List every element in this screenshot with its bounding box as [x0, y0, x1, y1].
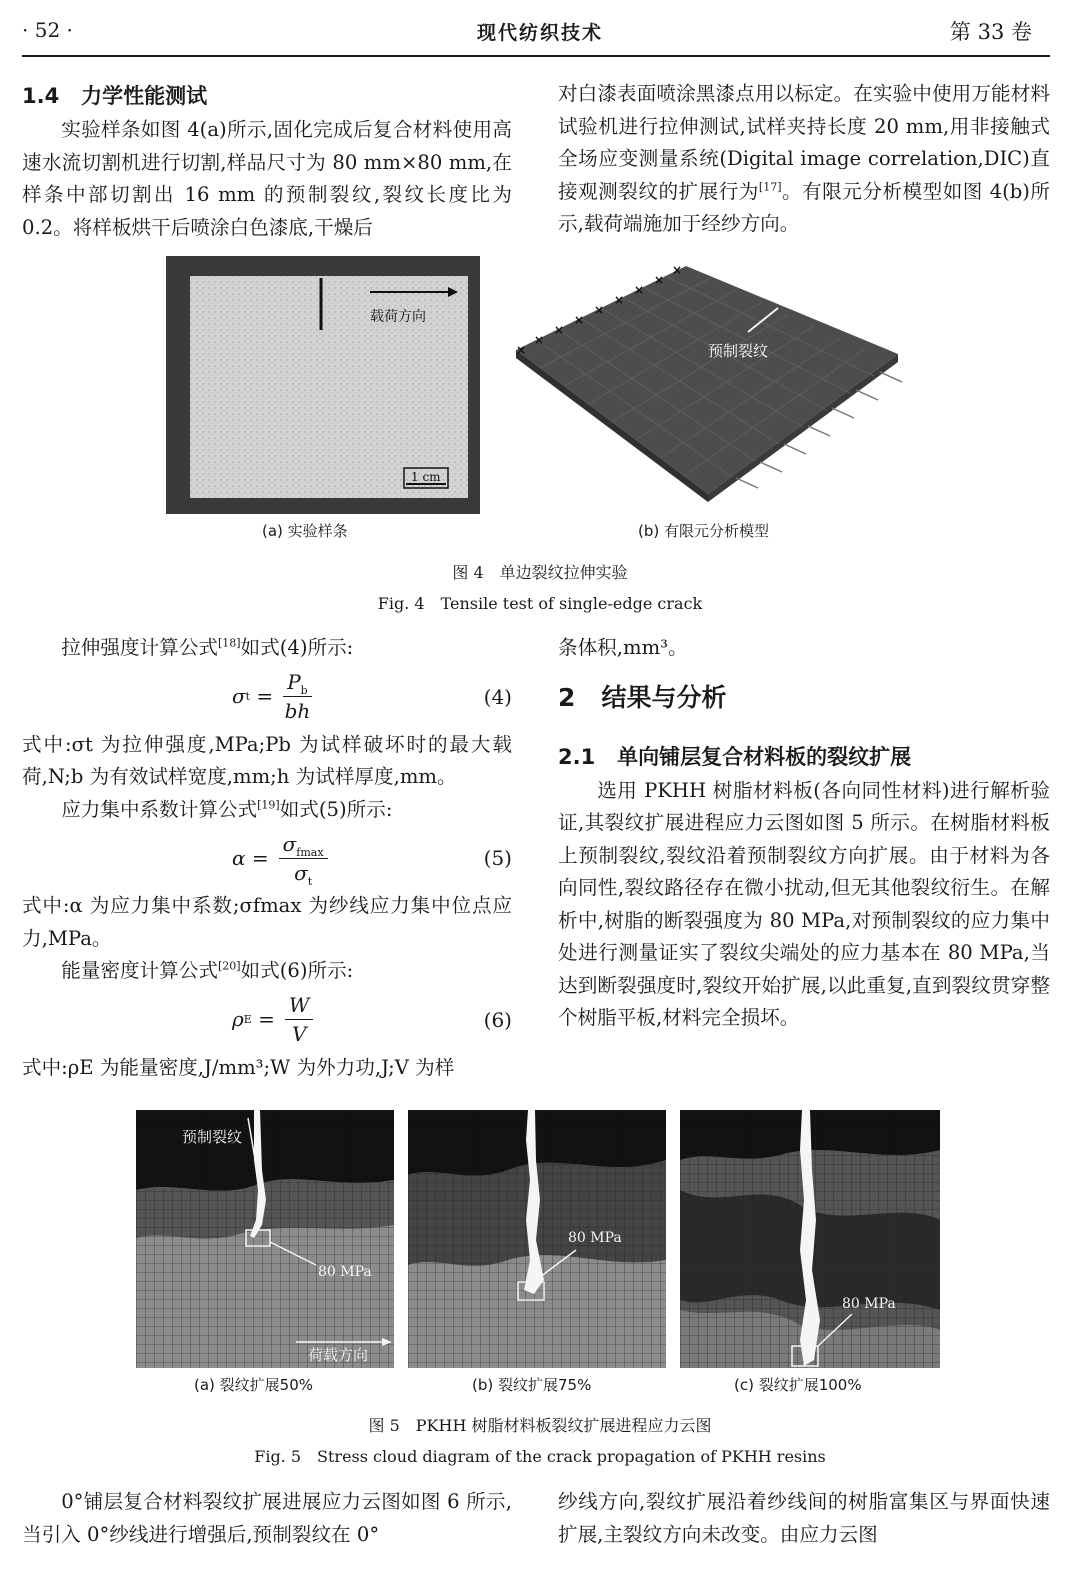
- figure-4b-fe-model: [508, 258, 928, 508]
- figure-5b-stress-cloud: [408, 1110, 666, 1368]
- eq6-description: 式中:ρE 为能量密度,J/mm³;W 为外力功,J;V 为样: [22, 1055, 455, 1079]
- left-column-mid: [22, 632, 512, 1084]
- svg-text:×: ×: [574, 313, 585, 327]
- eq4-description: 式中:σt 为拉伸强度,MPa;Pb 为试样破坏时的最大载荷,N;b 为有效试样宽度,mm;h 为试样厚度,mm。: [22, 732, 512, 788]
- section-heading-2-1: 2.1 单向铺层复合材料板的裂纹扩展: [558, 744, 912, 769]
- citation-19: [19]: [257, 797, 280, 811]
- figure-4b-subcaption: (b) 有限元分析模型: [638, 522, 769, 540]
- paragraph-2-1: 选用 PKHH 树脂材料板(各向同性材料)进行解析验证,其裂纹扩展进程应力云图如图 5 所示。在树脂材料板上预制裂纹,裂纹沿着预制裂纹方向扩展。由于材料为各向同性,裂纹路径存在微小扰动,但无其他裂纹衍生。在解析中,树脂的断裂强度为 80 MPa,对预制裂纹的应力集中处进行测量证实了裂纹尖端处的应力基本在 80 MPa,当达到断裂强度时,裂纹开始扩展,以此重复,直到裂纹贯穿整个树脂平板,材料完全损坏。: [558, 778, 1050, 1029]
- load-direction-label: 载荷方向: [370, 309, 426, 325]
- figure-5-caption-en: Fig. 5 Stress cloud diagram of the crack propagation of PKHH resins: [254, 1447, 826, 1466]
- citation-20: [20]: [217, 959, 241, 973]
- page-number: · 52 ·: [22, 18, 73, 42]
- right-column-top: [558, 78, 1050, 241]
- left-column-top: [22, 78, 512, 244]
- header-rule: [22, 55, 1050, 57]
- svg-text:×: ×: [516, 343, 527, 357]
- paragraph-1-4: 实验样条如图 4(a)所示,固化完成后复合材料使用高速水流切割机进行切割,样品尺寸为 80 mm×80 mm,在样条中部切割出 16 mm 的预制裂纹,裂纹长度比为 0.2。将样板烘干后喷涂白色漆底,干燥后: [22, 118, 512, 239]
- eq5-intro: 应力集中系数计算公式[19]如式(5)所示:: [61, 797, 393, 821]
- journal-title: 现代纺织技术: [476, 22, 603, 44]
- citation-17: [17]: [758, 179, 782, 193]
- equation-5-number: (5): [483, 846, 512, 870]
- svg-text:×: ×: [554, 323, 565, 337]
- fig5-precrack-label: 预制裂纹: [182, 1128, 243, 1146]
- fig5a-80mpa-label: 80 MPa: [318, 1264, 372, 1280]
- fig5-load-direction-label: 荷载方向: [308, 1346, 369, 1364]
- equation-4-number: (4): [483, 684, 512, 709]
- svg-text:×: ×: [534, 333, 545, 347]
- svg-text:×: ×: [654, 273, 665, 287]
- figure-5c-stress-cloud: [680, 1110, 940, 1368]
- eq4-intro: 拉伸强度计算公式[18]如式(4)所示:: [61, 636, 354, 659]
- volume-label: 第 33 卷: [949, 20, 1032, 44]
- figure-5c-subcaption: (c) 裂纹扩展100%: [734, 1376, 862, 1394]
- left-column-bottom: [22, 1486, 512, 1551]
- eq5-description: 式中:α 为应力集中系数;σfmax 为纱线应力集中位点应力,MPa。: [22, 894, 512, 950]
- equation-5: α = $\frac{\sigma_{fmax}}{\sigma_t}$ (5): [232, 831, 512, 888]
- figure-4a-specimen-photo: [166, 256, 480, 514]
- fe-model-image: [508, 258, 928, 508]
- right-column-mid: [558, 632, 1050, 1035]
- paragraph-0deg: 0°铺层复合材料裂纹扩展进展应力云图如图 6 所示,当引入 0°纱线进行增强后,预制裂纹在 0°: [22, 1490, 512, 1546]
- svg-text:×: ×: [672, 263, 683, 277]
- citation-18: [18]: [217, 636, 241, 650]
- scale-bar-label: 1 cm: [411, 470, 441, 484]
- eq6-intro: 能量密度计算公式[20]如式(6)所示:: [61, 959, 354, 982]
- fig5b-80mpa-label: 80 MPa: [568, 1230, 622, 1246]
- figure-5b-subcaption: (b) 裂纹扩展75%: [472, 1376, 592, 1394]
- figure-5a-stress-cloud: [136, 1110, 394, 1368]
- equation-6: ρ E = $\frac{W}{V}$ (6): [232, 993, 512, 1046]
- stress-cloud-c-image: [680, 1110, 940, 1368]
- equation-6-number: (6): [483, 1007, 512, 1032]
- right-column-bottom: [558, 1486, 1050, 1551]
- paragraph-volume-cont: 条体积,mm³。: [558, 636, 688, 659]
- figure-5a-subcaption: (a) 裂纹扩展50%: [194, 1376, 314, 1394]
- section-heading-2: 2 结果与分析: [558, 682, 727, 712]
- paragraph-0deg-cont: 纱线方向,裂纹扩展沿着纱线间的树脂富集区与界面快速扩展,主裂纹方向未改变。由应力云图: [558, 1490, 1050, 1546]
- stress-cloud-b-image: [408, 1110, 666, 1368]
- figure-5-caption-cn: 图 5 PKHH 树脂材料板裂纹扩展进程应力云图: [368, 1416, 712, 1435]
- figure-4-caption-en: Fig. 4 Tensile test of single-edge crack: [377, 594, 703, 613]
- section-heading-1-4: 1.4 力学性能测试: [22, 84, 208, 108]
- svg-text:×: ×: [614, 293, 625, 307]
- stress-cloud-a-image: [136, 1110, 394, 1368]
- page-header: [0, 0, 1080, 56]
- figure-4-caption-cn: 图 4 单边裂纹拉伸实验: [452, 563, 628, 582]
- figure-4a-subcaption: (a) 实验样条: [262, 522, 348, 540]
- fig5c-80mpa-label: 80 MPa: [842, 1296, 896, 1312]
- paragraph-1-4-cont: 对白漆表面喷涂黑漆点用以标定。在实验中使用万能材料试验机进行拉伸测试,试样夹持长度 20 mm,用非接触式全场应变测量系统(Digital image correlation,DIC)直接观测裂纹的扩展行为[17]。有限元分析模型如图 4(b)所示,载荷端施加于经纱方向。: [558, 82, 1051, 235]
- precrack-label: 预制裂纹: [708, 342, 769, 360]
- svg-text:×: ×: [634, 283, 645, 297]
- equation-4: σ t = $\frac{P_b}{bh}$ (4): [232, 670, 512, 723]
- svg-text:×: ×: [594, 303, 605, 317]
